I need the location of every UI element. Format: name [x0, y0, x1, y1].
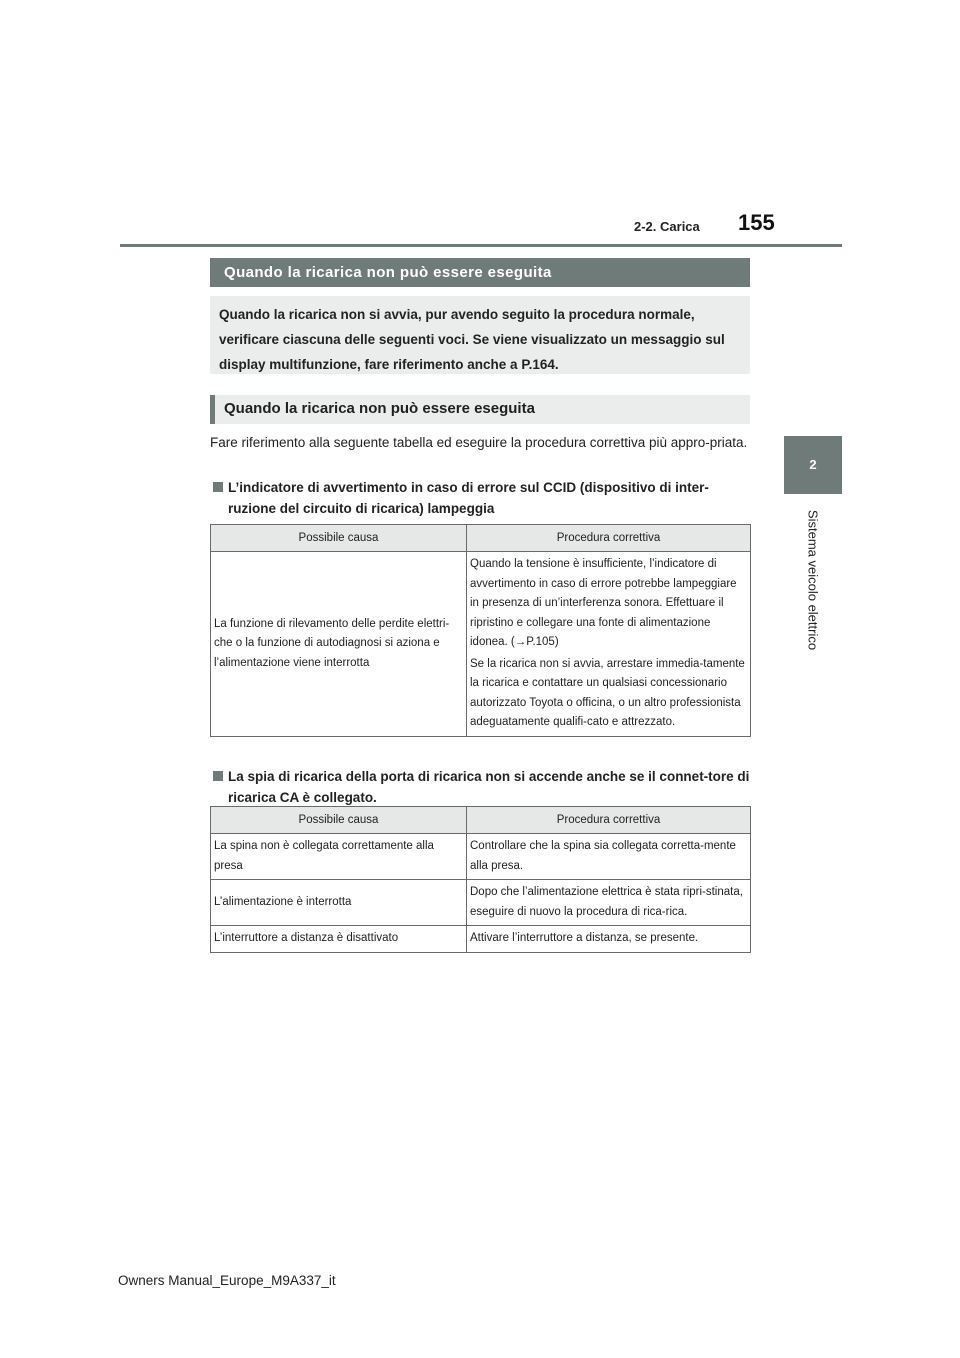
procedure-cell: Dopo che l’alimentazione elettrica è stata ripri-stinata, eseguire di nuovo la procedura di rica-rica.: [467, 880, 751, 926]
section-title-bar: Quando la ricarica non può essere eseguita: [210, 258, 750, 287]
column-header-cause: Possibile causa: [211, 525, 467, 552]
procedure-cell: [467, 552, 751, 737]
chapter-label-text: Sistema veicolo elettrico: [805, 509, 821, 651]
column-header-procedure: Procedura correttiva: [467, 525, 751, 552]
bullet-heading-text: La spia di ricarica della porta di ricarica non si accende anche se il connet-tore di ricarica CA è collegato.: [228, 769, 750, 805]
page-number: 155: [738, 210, 775, 235]
table-row: [211, 552, 751, 737]
cause-cell: L’interruttore a distanza è disattivato: [211, 926, 467, 953]
procedure-text: Se la ricarica non si avvia, arrestare immedia-tamente la ricarica e contattare un qualsiasi concessionario autorizzato Toyota o officina, o un altro professionista adeguatamente qualifi-cato e attrezzato.: [470, 657, 745, 728]
cause-cell: L’alimentazione è interrotta: [211, 880, 467, 926]
bullet-heading-charging-light: [210, 766, 750, 808]
chapter-tab[interactable]: 2: [784, 436, 842, 494]
column-header-procedure: Procedura correttiva: [467, 807, 751, 834]
procedure-cell: Attivare l’interruttore a distanza, se presente.: [467, 926, 751, 953]
table-row: [211, 926, 751, 953]
body-paragraph: Fare riferimento alla seguente tabella ed eseguire la procedura correttiva più appro-priata.: [210, 435, 748, 450]
intro-box: Quando la ricarica non si avvia, pur avendo seguito la procedura normale, verificare ciascuna delle seguenti voci. Se viene visualizzato un messaggio sul display multifunzione, fare riferimento anche a P.164.: [210, 296, 750, 374]
subheading: Quando la ricarica non può essere eseguita: [210, 395, 750, 424]
bullet-heading-ccid: [210, 477, 750, 519]
table-row: [211, 880, 751, 926]
document-footer: Owners Manual_Europe_M9A337_it: [118, 1273, 336, 1288]
column-header-cause: Possibile causa: [211, 807, 467, 834]
table-row: [211, 834, 751, 880]
section-title: 2-2. Carica: [634, 219, 700, 234]
troubleshooting-table-ccid: [210, 524, 751, 737]
cause-cell: La funzione di rilevamento delle perdite elettri-che o la funzione di autodiagnosi si aziona e l’alimentazione viene interrotta: [211, 552, 467, 737]
square-bullet-icon: [213, 482, 223, 492]
cause-cell: La spina non è collegata correttamente alla presa: [211, 834, 467, 880]
table-header-row: [211, 525, 751, 552]
header-divider: [120, 244, 842, 247]
square-bullet-icon: [213, 771, 223, 781]
table-header-row: [211, 807, 751, 834]
chapter-label: [798, 500, 828, 660]
procedure-text: Quando la tensione è insufficiente, l’indicatore di avvertimento in caso di errore potrebbe lampeggiare in presenza di un’interferenza sonora. Effettuare il ripristino e collegare una fonte di alimentazione idonea. (→P.105): [470, 558, 737, 648]
troubleshooting-table-charging-light: [210, 806, 751, 953]
bullet-heading-text: L’indicatore di avvertimento in caso di errore sul CCID (dispositivo di inter-ruzione del circuito di ricarica) lampeggia: [228, 480, 709, 516]
procedure-cell: Controllare che la spina sia collegata corretta-mente alla presa.: [467, 834, 751, 880]
